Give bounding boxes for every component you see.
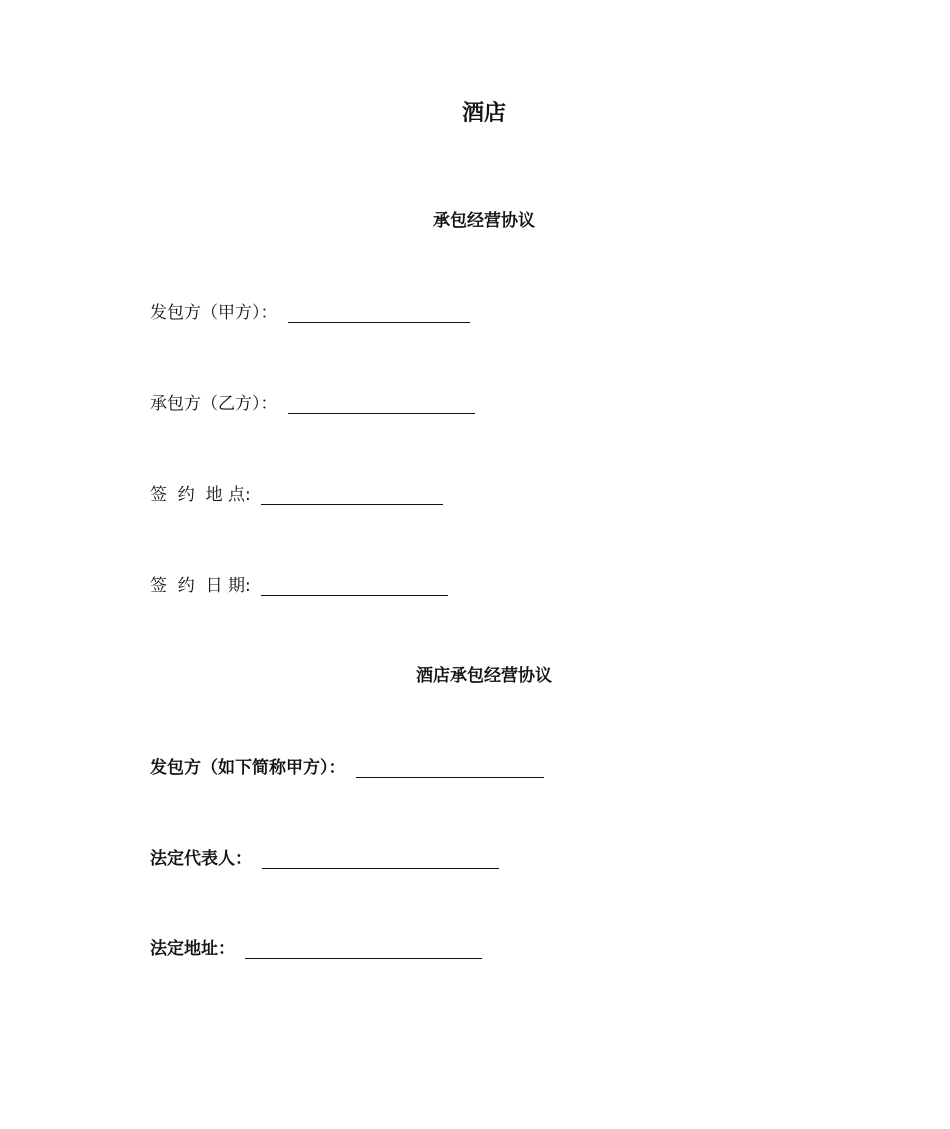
field-party-a-full <box>150 753 544 778</box>
field-label: 发包方（如下简称甲方）： <box>150 758 346 778</box>
field-contractee-party-b <box>150 389 475 414</box>
fill-in-blank[interactable] <box>288 395 475 414</box>
fill-in-blank[interactable] <box>356 759 544 778</box>
document-title: 酒店 <box>461 101 506 126</box>
fill-in-blank[interactable] <box>288 304 470 323</box>
field-contractor-party-a <box>150 298 470 323</box>
agreement-title: 酒店承包经营协议 <box>416 666 552 686</box>
field-label: 签 约 日 期: <box>150 576 251 596</box>
field-label: 发包方（甲方）： <box>150 303 278 323</box>
field-signing-place <box>150 480 443 505</box>
fill-in-blank[interactable] <box>245 940 482 959</box>
field-signing-date <box>150 571 448 596</box>
field-label: 法定地址： <box>150 939 235 959</box>
field-legal-representative <box>150 844 499 869</box>
cover-subtitle: 承包经营协议 <box>433 211 535 231</box>
field-legal-address <box>150 934 482 959</box>
fill-in-blank[interactable] <box>262 850 499 869</box>
field-label: 法定代表人： <box>150 849 252 869</box>
field-label: 签 约 地 点: <box>150 485 251 505</box>
fill-in-blank[interactable] <box>261 577 448 596</box>
field-label: 承包方（乙方）： <box>150 394 278 414</box>
fill-in-blank[interactable] <box>261 486 443 505</box>
